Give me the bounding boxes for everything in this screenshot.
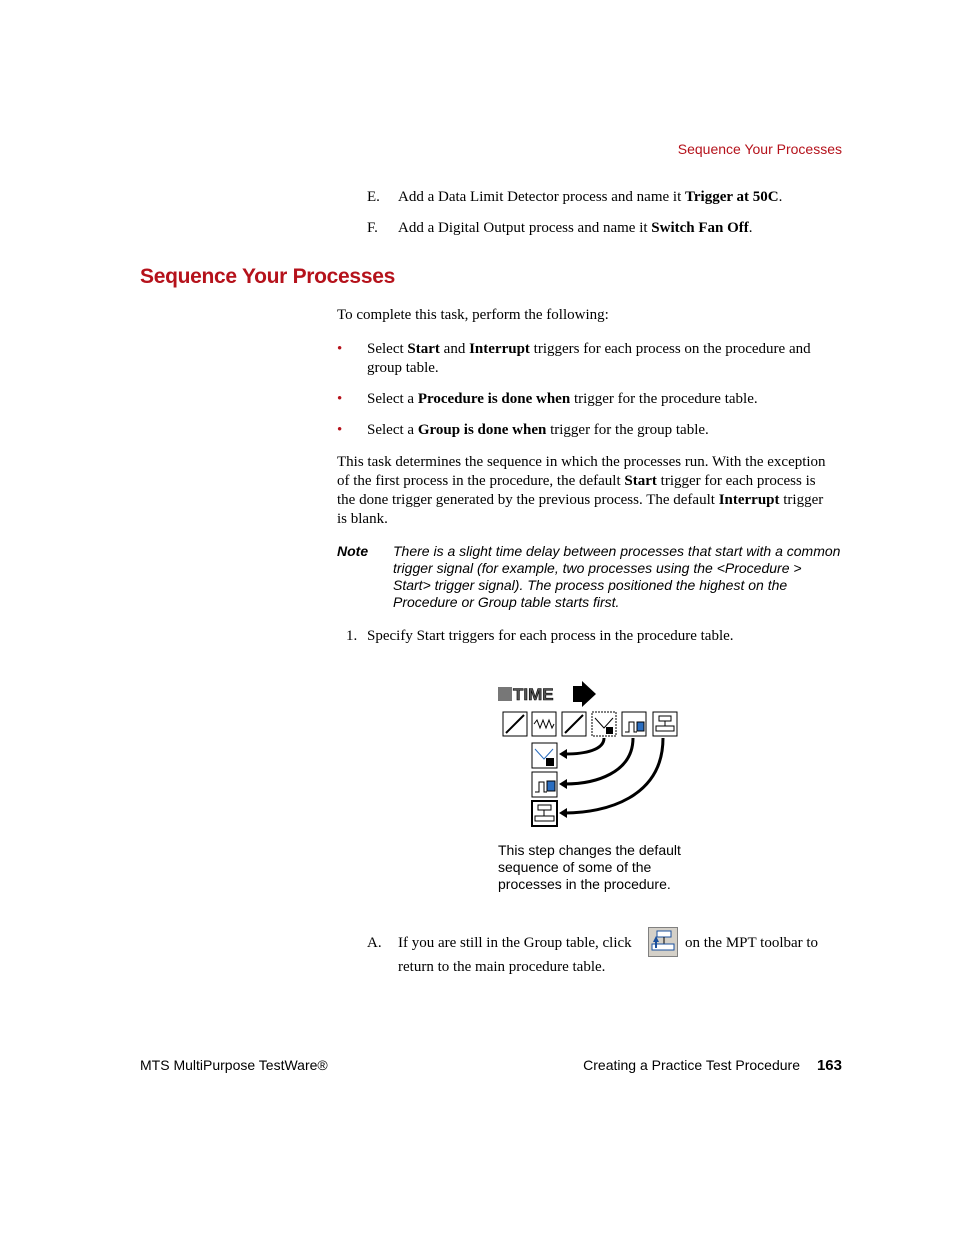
process-icon-data-limit-moved xyxy=(532,743,557,768)
step-letter: F. xyxy=(367,220,378,236)
step-letter: A. xyxy=(367,935,382,951)
arrow-3 xyxy=(565,738,663,813)
process-icon-ramp-1 xyxy=(503,712,527,736)
process-icon-ramp-2 xyxy=(562,712,586,736)
time-label: TIME xyxy=(513,685,554,704)
step-number: 1. xyxy=(346,628,358,644)
body-paragraph: This task determines the sequence in which the processes run. With the exception of the first process in the procedure, the default Start trigger for each process is the done trigger generated by the previous process. The default Interrupt trigger is blank. xyxy=(337,454,826,527)
intro-text: To complete this task, perform the following: xyxy=(337,307,609,323)
step-text: If you are still in the Group table, click xyxy=(398,935,632,951)
page-number: 163 xyxy=(816,1057,842,1074)
footer-product-name: MTS MultiPurpose TestWare® xyxy=(140,1057,328,1073)
step-e xyxy=(367,188,782,207)
time-block-icon xyxy=(498,687,512,701)
step-1 xyxy=(346,627,734,646)
process-icon-group-moved xyxy=(532,801,557,826)
time-arrow-icon xyxy=(573,681,596,707)
arrow-1 xyxy=(565,738,604,754)
figure-caption: This step changes the default sequence of some of the processes in the procedure. xyxy=(498,842,681,892)
bullet-text-2: Select a Procedure is done when trigger for the procedure table. xyxy=(367,391,758,407)
step-f xyxy=(367,219,753,238)
group-table-icon xyxy=(649,928,677,956)
note-text: There is a slight time delay between processes that start with a common trigger signal (for example, two processes using the <Procedure > Start> trigger signal). The process positioned the highest on the Procedure or Group table starts first. xyxy=(393,543,841,610)
step-a-line1-end: on the MPT toolbar to xyxy=(685,935,819,951)
process-icon-digital-out xyxy=(622,712,646,736)
step-text: Add a Data Limit Detector process and name it xyxy=(398,189,685,205)
step-text-end: . xyxy=(778,189,783,205)
step-bold: Switch Fan Off xyxy=(651,220,749,236)
footer-chapter-title: Creating a Practice Test Procedure xyxy=(583,1057,800,1073)
bullet-item-1 xyxy=(337,340,342,359)
bullet-marker: • xyxy=(337,422,343,438)
group-to-procedure-toolbar-button[interactable] xyxy=(648,927,678,957)
bullet-item-2 xyxy=(337,390,342,409)
step-bold: Trigger at 50C xyxy=(685,189,779,205)
arrow-2-head xyxy=(559,779,567,789)
step-a-line1 xyxy=(367,934,632,953)
process-icon-digital-out-moved xyxy=(532,772,557,797)
process-icon-cycle xyxy=(532,712,556,736)
arrow-2 xyxy=(565,738,633,784)
step-a-line2: return to the main procedure table. xyxy=(398,959,606,975)
step-letter: E. xyxy=(367,189,380,205)
note-label: Note xyxy=(337,543,369,559)
section-title: Sequence Your Processes xyxy=(140,265,395,288)
arrow-3-head xyxy=(559,808,567,818)
bullet-item-3 xyxy=(337,421,342,440)
bullet-marker: • xyxy=(337,391,343,407)
process-icon-group xyxy=(653,712,677,736)
arrow-1-head xyxy=(559,749,567,759)
sequence-diagram xyxy=(495,678,685,828)
step-text: Specify Start triggers for each process in the procedure table. xyxy=(367,628,734,644)
bullet-text-3: Select a Group is done when trigger for the group table. xyxy=(367,422,709,438)
bullet-marker: • xyxy=(337,341,343,357)
bullet-text-1: Select Start and Interrupt triggers for each process on the procedure and group table. xyxy=(367,341,811,376)
process-icon-data-limit xyxy=(592,712,616,736)
running-head: Sequence Your Processes xyxy=(677,141,842,157)
sequence-figure xyxy=(495,678,685,828)
step-text-end: . xyxy=(748,220,753,236)
step-text: Add a Digital Output process and name it xyxy=(398,220,652,236)
